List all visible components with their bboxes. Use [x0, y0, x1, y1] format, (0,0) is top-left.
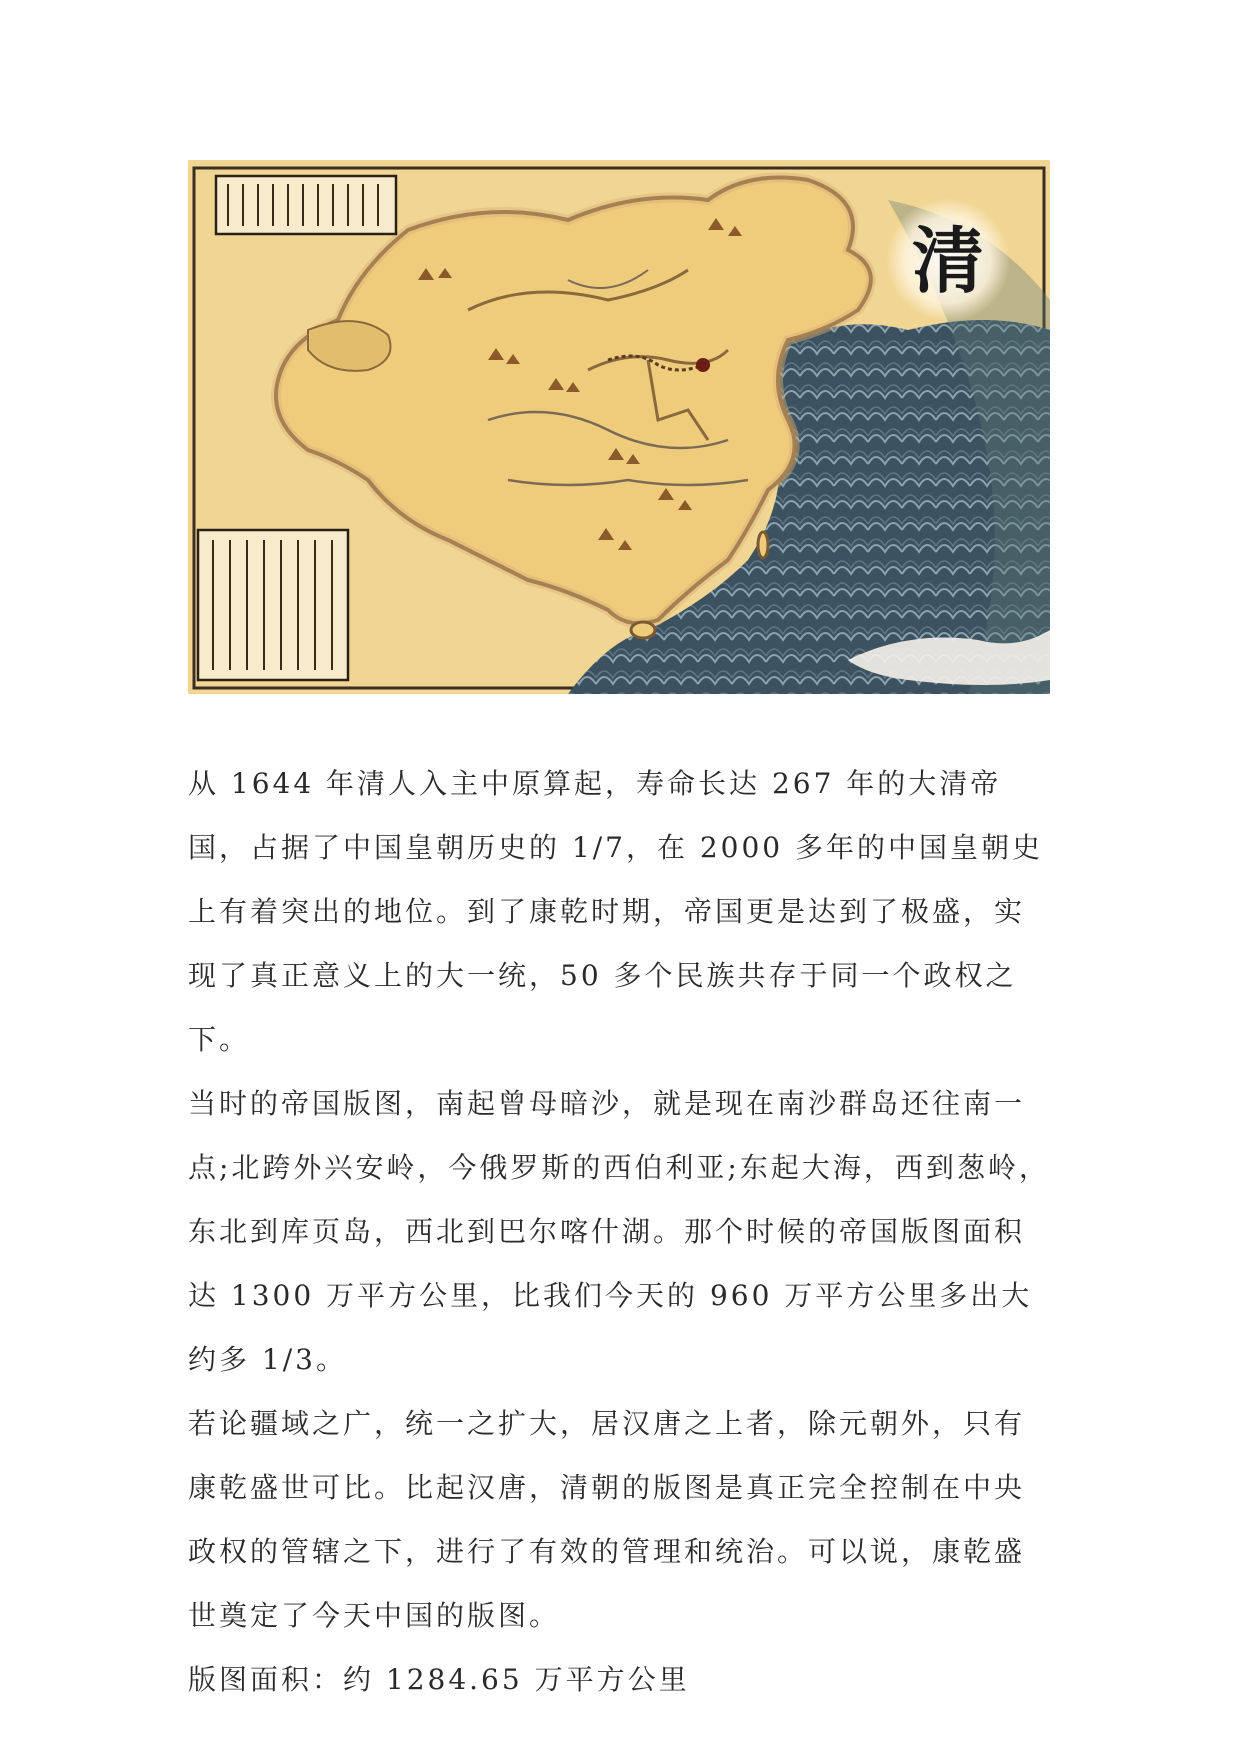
paragraph-4: 版图面积：约 1284.65 万平方公里 — [188, 1663, 690, 1696]
paragraph-2: 当时的帝国版图，南起曾母暗沙，就是现在南沙群岛还往南一点;北跨外兴安岭，今俄罗斯的西伯利亚;东起大海，西到葱岭，东北到库页岛，西北到巴尔喀什湖。那个时候的帝国版图面积达 1300 万平方公里，比我们今天的 960 万平方公里多出大约多 1/3。 — [188, 1087, 1050, 1376]
qing-dynasty-map-image — [188, 160, 1050, 694]
inscription-box-bottom — [198, 530, 348, 680]
map-illustration — [188, 160, 1050, 694]
paragraph-1: 从 1644 年清人入主中原算起，寿命长达 267 年的大清帝国，占据了中国皇朝历史的 1/7，在 2000 多年的中国皇朝史上有着突出的地位。到了康乾时期，帝国更是达到了极盛，实现了真正意义上的大一统，50 多个民族共存于同一个政权之下。 — [188, 767, 1044, 1056]
taiwan-island — [758, 532, 768, 558]
paragraph-3: 若论疆域之广，统一之扩大，居汉唐之上者，除元朝外，只有康乾盛世可比。比起汉唐，清朝的版图是真正完全控制在中央政权的管辖之下，进行了有效的管理和统治。可以说，康乾盛世奠定了今天中国的版图。 — [188, 1407, 1026, 1632]
map-title: 清 — [911, 218, 985, 303]
capital-marker — [696, 358, 710, 372]
hainan-island — [631, 622, 655, 638]
article-body — [188, 752, 1054, 1712]
